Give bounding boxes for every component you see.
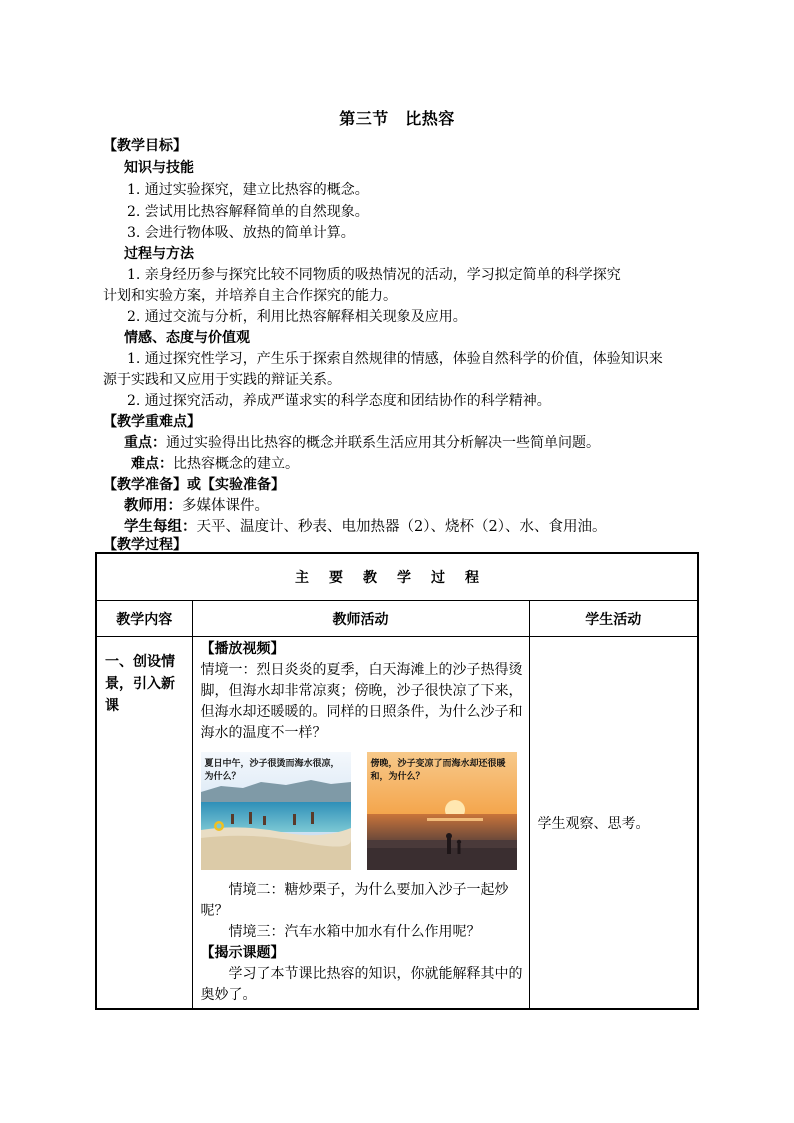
scene-images [201,752,523,870]
beach-noon-image [201,752,351,870]
difficulty-line [131,454,299,474]
reveal-label: 【揭示课题】 [200,945,285,961]
difficulty-text: 比热容概念的建立。 [173,456,299,472]
scene-1-text: 情境一：烈日炎炎的夏季，白天海滩上的沙子热得烫脚，但海水却非常凉爽；傍晚，沙子很快凉了下来，但海水却还暖暖的。同样的日照条件，为什么沙子和海水的温度不一样？ [200,662,523,741]
student-prep-label: 学生每组： [124,519,197,535]
image-1-caption: 夏日中午，沙子很烫而海水很凉，为什么？ [204,759,340,782]
knowledge-item-2: 2. 尝试用比热容解释简单的自然现象。 [127,204,369,220]
column-header-teacher: 教师活动 [192,601,529,637]
column-header-student: 学生活动 [529,601,698,637]
focus-line [124,433,600,453]
process-heading: 过程与方法 [124,246,194,262]
emotion-item-2: 2. 通过探究活动，养成严谨求实的科学态度和团结协作的科学精神。 [127,393,551,409]
knowledge-heading: 知识与技能 [124,160,194,176]
table-main-header-row [96,553,698,601]
teaching-process-table [95,552,699,1010]
table-row [96,637,698,1010]
teacher-prep-line [124,496,269,516]
knowledge-item-3: 3. 会进行物体吸、放热的简单计算。 [127,225,355,241]
emotion-item-1-line-2: 源于实践和又应用于实践的辩证关系。 [103,372,341,388]
student-prep-line [124,517,606,537]
teacher-prep-label: 教师用： [124,498,182,514]
process-item-1-line-2: 计划和实验方案，并培养自主合作探究的能力。 [103,288,397,304]
process-item-1-line-1: 1. 亲身经历参与探究比较不同物质的吸热情况的活动，学习拟定简单的科学探究 [127,267,621,283]
scene-2-text: 情境二：糖炒栗子，为什么要加入沙子一起炒呢？ [200,882,509,919]
emotion-heading: 情感、态度与价值观 [124,330,250,346]
video-label: 【播放视频】 [200,641,285,657]
row-content-cell: 一、创设情景，引入新课 [96,637,192,1010]
beach-sunset-image [367,752,517,870]
emotion-item-1-line-1: 1. 通过探究性学习，产生乐于探索自然规律的情感，体验自然科学的价值，体验知识来 [127,351,663,367]
page-title: 第三节 比热容 [339,109,455,128]
key-points-heading: 【教学重难点】 [103,414,201,430]
student-prep-text: 天平、温度计、秒表、电加热器（2）、烧杯（2）、水、食用油。 [196,519,607,535]
column-header-content: 教学内容 [96,601,192,637]
knowledge-item-1: 1. 通过实验探究，建立比热容的概念。 [127,182,369,198]
teacher-prep-text: 多媒体课件。 [182,498,269,514]
focus-text: 通过实验得出比热容的概念并联系生活应用其分析解决一些简单问题。 [166,435,600,451]
objectives-heading: 【教学目标】 [103,138,187,154]
reveal-text: 学习了本节课比热容的知识，你就能解释其中的奥妙了。 [200,966,523,1003]
difficulty-label: 难点： [131,456,173,472]
process-item-2: 2. 通过交流与分析，利用比热容解释相关现象及应用。 [127,309,467,325]
process-section-heading: 【教学过程】 [103,537,187,553]
scene-3-text: 情境三：汽车水箱中加水有什么作用呢？ [228,924,481,940]
table-column-header-row [96,601,698,637]
row-student-cell: 学生观察、思考。 [529,637,698,1010]
focus-label: 重点： [124,435,166,451]
table-main-header: 主要教学过程 [96,553,698,601]
preparation-heading: 【教学准备】或【实验准备】 [103,477,285,493]
row-teacher-cell [192,637,529,1010]
image-2-caption: 傍晚，沙子变凉了而海水却还很暖和，为什么？ [370,759,506,782]
